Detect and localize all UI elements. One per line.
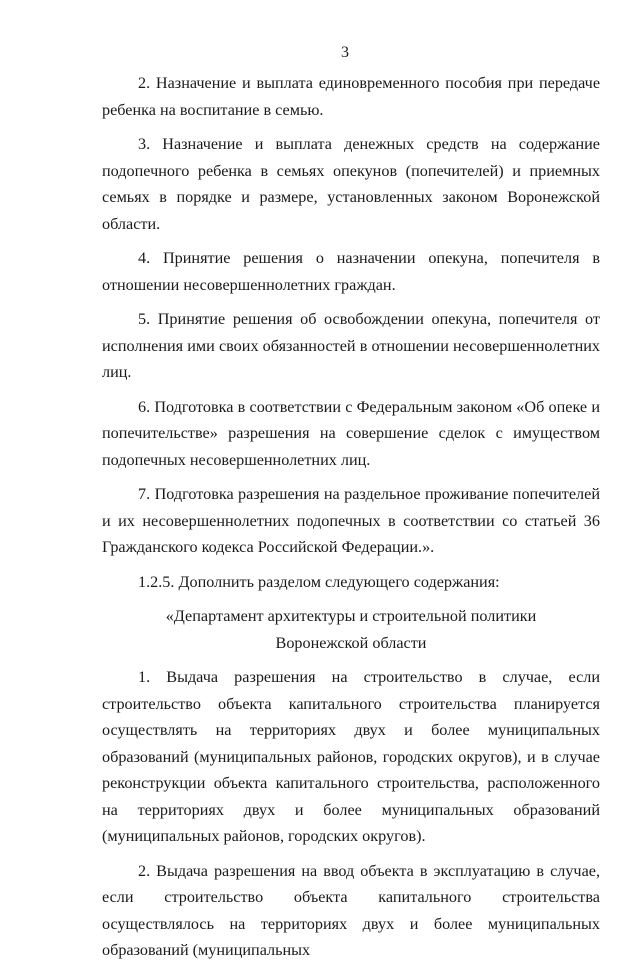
paragraph-item-4: 4. Принятие решения о назначении опекуна, попечителя в отношении несовершеннолетних граждан.: [102, 249, 600, 294]
document-body: [102, 70, 600, 972]
paragraph-item-2: 2. Назначение и выплата единовременного пособия при передаче ребенка на воспитание в семью.: [102, 74, 600, 119]
paragraph-item-3: 3. Назначение и выплата денежных средств на содержание подопечного ребенка в семьях опекунов (попечителей) и приемных семьях в порядке и размере, установленных законом Воронежской области.: [102, 135, 600, 233]
paragraph-item-7: 7. Подготовка разрешения на раздельное проживание попечителей и их несовершеннолетних подопечных в соответствии со статьей 36 Гражданского кодекса Российской Федерации.».: [102, 485, 600, 556]
amendment-clause: 1.2.5. Дополнить разделом следующего содержания:: [138, 572, 500, 591]
section-paragraph-2: 2. Выдача разрешения на ввод объекта в эксплуатацию в случае, если строительство объекта капитального строительства осуществлялось на территориях двух и более муниципальных образований (муниципальных: [102, 861, 600, 959]
section-heading: [102, 603, 600, 656]
page-number: 3: [341, 44, 349, 61]
section-heading-line-2: Воронежской области: [275, 633, 427, 652]
section-paragraph-1: 1. Выдача разрешения на строительство в случае, если строительство объекта капитального строительства планируется осуществлять на территориях двух и более муниципальных образований (муниципальных районов, городских округов), и в случае реконструкции объекта капитального строительства, расположенного на территориях двух и более муниципальных образований (муниципальных районов, городских округов).: [102, 668, 600, 845]
section-heading-line-1: «Департамент архитектуры и строительной политики: [165, 607, 537, 625]
paragraph-item-6: 6. Подготовка в соответствии с Федеральным законом «Об опеке и попечительстве» разрешения на совершение сделок с имуществом подопечных несовершеннолетних лиц.: [102, 397, 600, 469]
paragraph-item-5: 5. Принятие решения об освобождении опекуна, попечителя от исполнения ими своих обязанностей в отношении несовершеннолетних лиц.: [102, 310, 600, 381]
